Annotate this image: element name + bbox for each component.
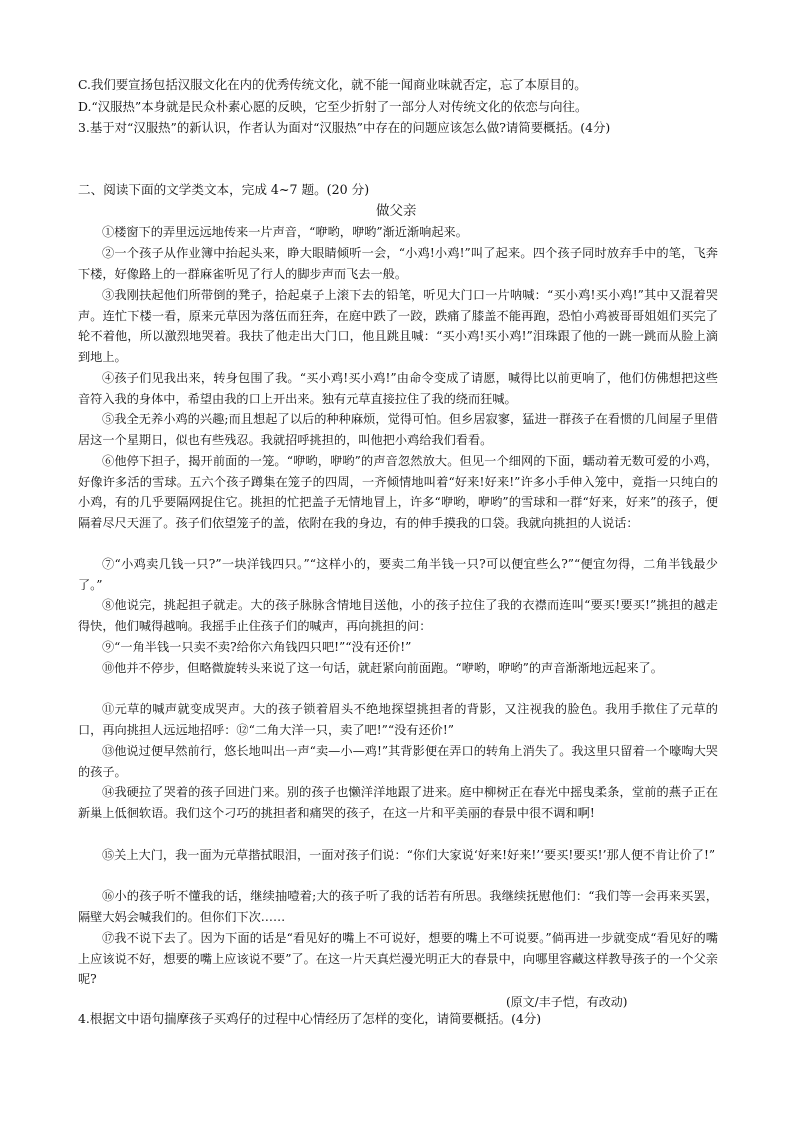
section-2-heading: 二、阅读下面的文学类文本，完成 4~7 题。(20 分) [78,182,370,197]
paragraph-3: ③我刚扶起他们所带倒的凳子，拾起桌子上滚下去的铅笔，听见大门口一片呐喊：“买小鸡!买小鸡!”其中又混着哭声。连忙下楼一看，原来元草因为落伍而狂奔，在庭中跌了一跤，跌痛了膝盖不能再跑，恐怕小鸡被哥哥姐姐们买完了轮不着他，所以激烈地哭着。我扶了他走出大门口，他且跳且喊：“买小鸡!买小鸡!”泪珠跟了他的一跳一跳而从脸上滴到地上。 [78,288,718,364]
paragraph-10: ⑩他并不停步，但略微旋转头来说了这一句话，就赶紧向前面跑。“咿哟，咿哟”的声音渐渐地远起来了。 [102,661,663,675]
option-d: D.“汉服热”本身就是民众朴素心愿的反映，它至少折射了一部分人对传统文化的依恋与向往。 [78,99,588,114]
paragraph-17: ⑰我不说下去了。因为下面的话是“看见好的嘴上不可说好，想要的嘴上不可说要。”倘再进一步就变成“看见好的嘴上应该说不好，想要的嘴上应该说不要”了。在这一片天真烂漫光明正大的春景中，向哪里容藏这样教导孩子的一个父亲呢? [78,931,718,987]
option-c: C.我们要宣扬包括汉服文化在内的优秀传统文化，就不能一闻商业味就否定，忘了本原目的。 [78,77,587,92]
paragraph-15: ⑮关上大门，我一面为元草揩拭眼泪，一面对孩子们说：“你们大家说‘好来!好来!’‘要买!要买!’那人便不肯让价了!” [102,848,716,862]
paragraph-9: ⑨“一角半钱一只卖不卖?给你六角钱四只吧!”“没有还价!” [102,640,412,654]
paragraph-11: ⑪元草的喊声就变成哭声。大的孩子锁着眉头不绝地探望挑担者的背影，又注视我的脸色。我用手揿住了元草的口，再向挑担人远远地招呼：⑫“二角大洋一只，卖了吧!”“没有还价!” [78,702,718,737]
paragraph-8: ⑧他说完，挑起担子就走。大的孩子脉脉含情地目送他，小的孩子拉住了我的衣襟而连叫“要买!要买!”挑担的越走得快，他们喊得越响。我摇手止住孩子们的喊声，再向挑担的问： [78,598,718,633]
paragraph-16: ⑯小的孩子听不懂我的话，继续抽噎着;大的孩子听了我的话若有所思。我继续抚慰他们：“我们等一会再来买罢，隔壁大妈会喊我们的。但你们下次…… [78,889,718,924]
paragraph-2: ②一个孩子从作业簿中抬起头来，睁大眼睛倾听一会，“小鸡!小鸡!”叫了起来。四个孩子同时放弃手中的笔，飞奔下楼，好像路上的一群麻雀听见了行人的脚步声而飞去一般。 [78,246,718,281]
paragraph-6: ⑥他停下担子，揭开前面的一笼。“咿哟，咿哟”的声音忽然放大。但见一个细网的下面，蠕动着无数可爱的小鸡，好像许多活的雪球。五六个孩子蹲集在笼子的四周，一齐倾情地叫着“好来!好来!”许多小手伸入笼中，竟指一只纯白的小鸡，有的几乎要隔网捉住它。挑担的忙把盖子无情地冒上，许多“咿哟，咿哟”的雪球和一群“好来，好来”的孩子，便隔着尽尺天涯了。孩子们依望笼子的盖，依附在我的身边，有的伸手摸我的口袋。我就向挑担的人说话： [78,454,718,530]
paragraph-1: ①楼窗下的弄里远远地传来一片声音，“咿哟，咿哟”渐近渐响起来。 [102,225,468,239]
paragraph-7: ⑦“小鸡卖几钱一只?”一块洋钱四只。”“这样小的，要卖二角半钱一只?可以便宜些么?”“便宜勿得，二角半钱最少了。” [78,557,718,592]
story-title: 做父亲 [376,203,417,219]
question-3: 3.基于对“汉服热”的新认识，作者认为面对“汉服热”中存在的问题应该怎么做?请简要概括。(4分) [78,120,611,135]
paragraph-4: ④孩子们见我出来，转身包围了我。“买小鸡!买小鸡!”由命令变成了请愿，喊得比以前更响了，他们仿佛想把这些音符入我的身体中，希望由我的口上开出来。独有元草直接拉住了我的绕而狂喊。 [78,371,718,406]
question-4: 4.根据文中语句揣摩孩子买鸡仔的过程中心情经历了怎样的变化，请简要概括。(4分) [78,1011,542,1026]
paragraph-14: ⑭我硬拉了哭着的孩子回进门来。别的孩子也懒洋洋地跟了进来。庭中柳树正在春光中摇曳柔条，堂前的燕子正在新巢上低徊软语。我们这个刁巧的挑担者和痛哭的孩子，在这一片和平美丽的春景中很不调和啊! [78,785,718,820]
paragraph-13: ⑬他说过便早然前行，悠长地叫出一声“卖—小—鸡!”其背影便在弄口的转角上消失了。我这里只留着一个嚎啕大哭的孩子。 [78,744,718,779]
paragraph-5: ⑤我全无养小鸡的兴趣;而且想起了以后的种种麻烦，觉得可怕。但乡居寂寥，猛进一群孩子在看惯的几间屋子里借居这一个星期日，似也有些残忍。我就招呼挑担的，叫他把小鸡给我们看看。 [78,412,718,447]
story-source: (原文/丰子恺，有改动) [506,995,628,1009]
